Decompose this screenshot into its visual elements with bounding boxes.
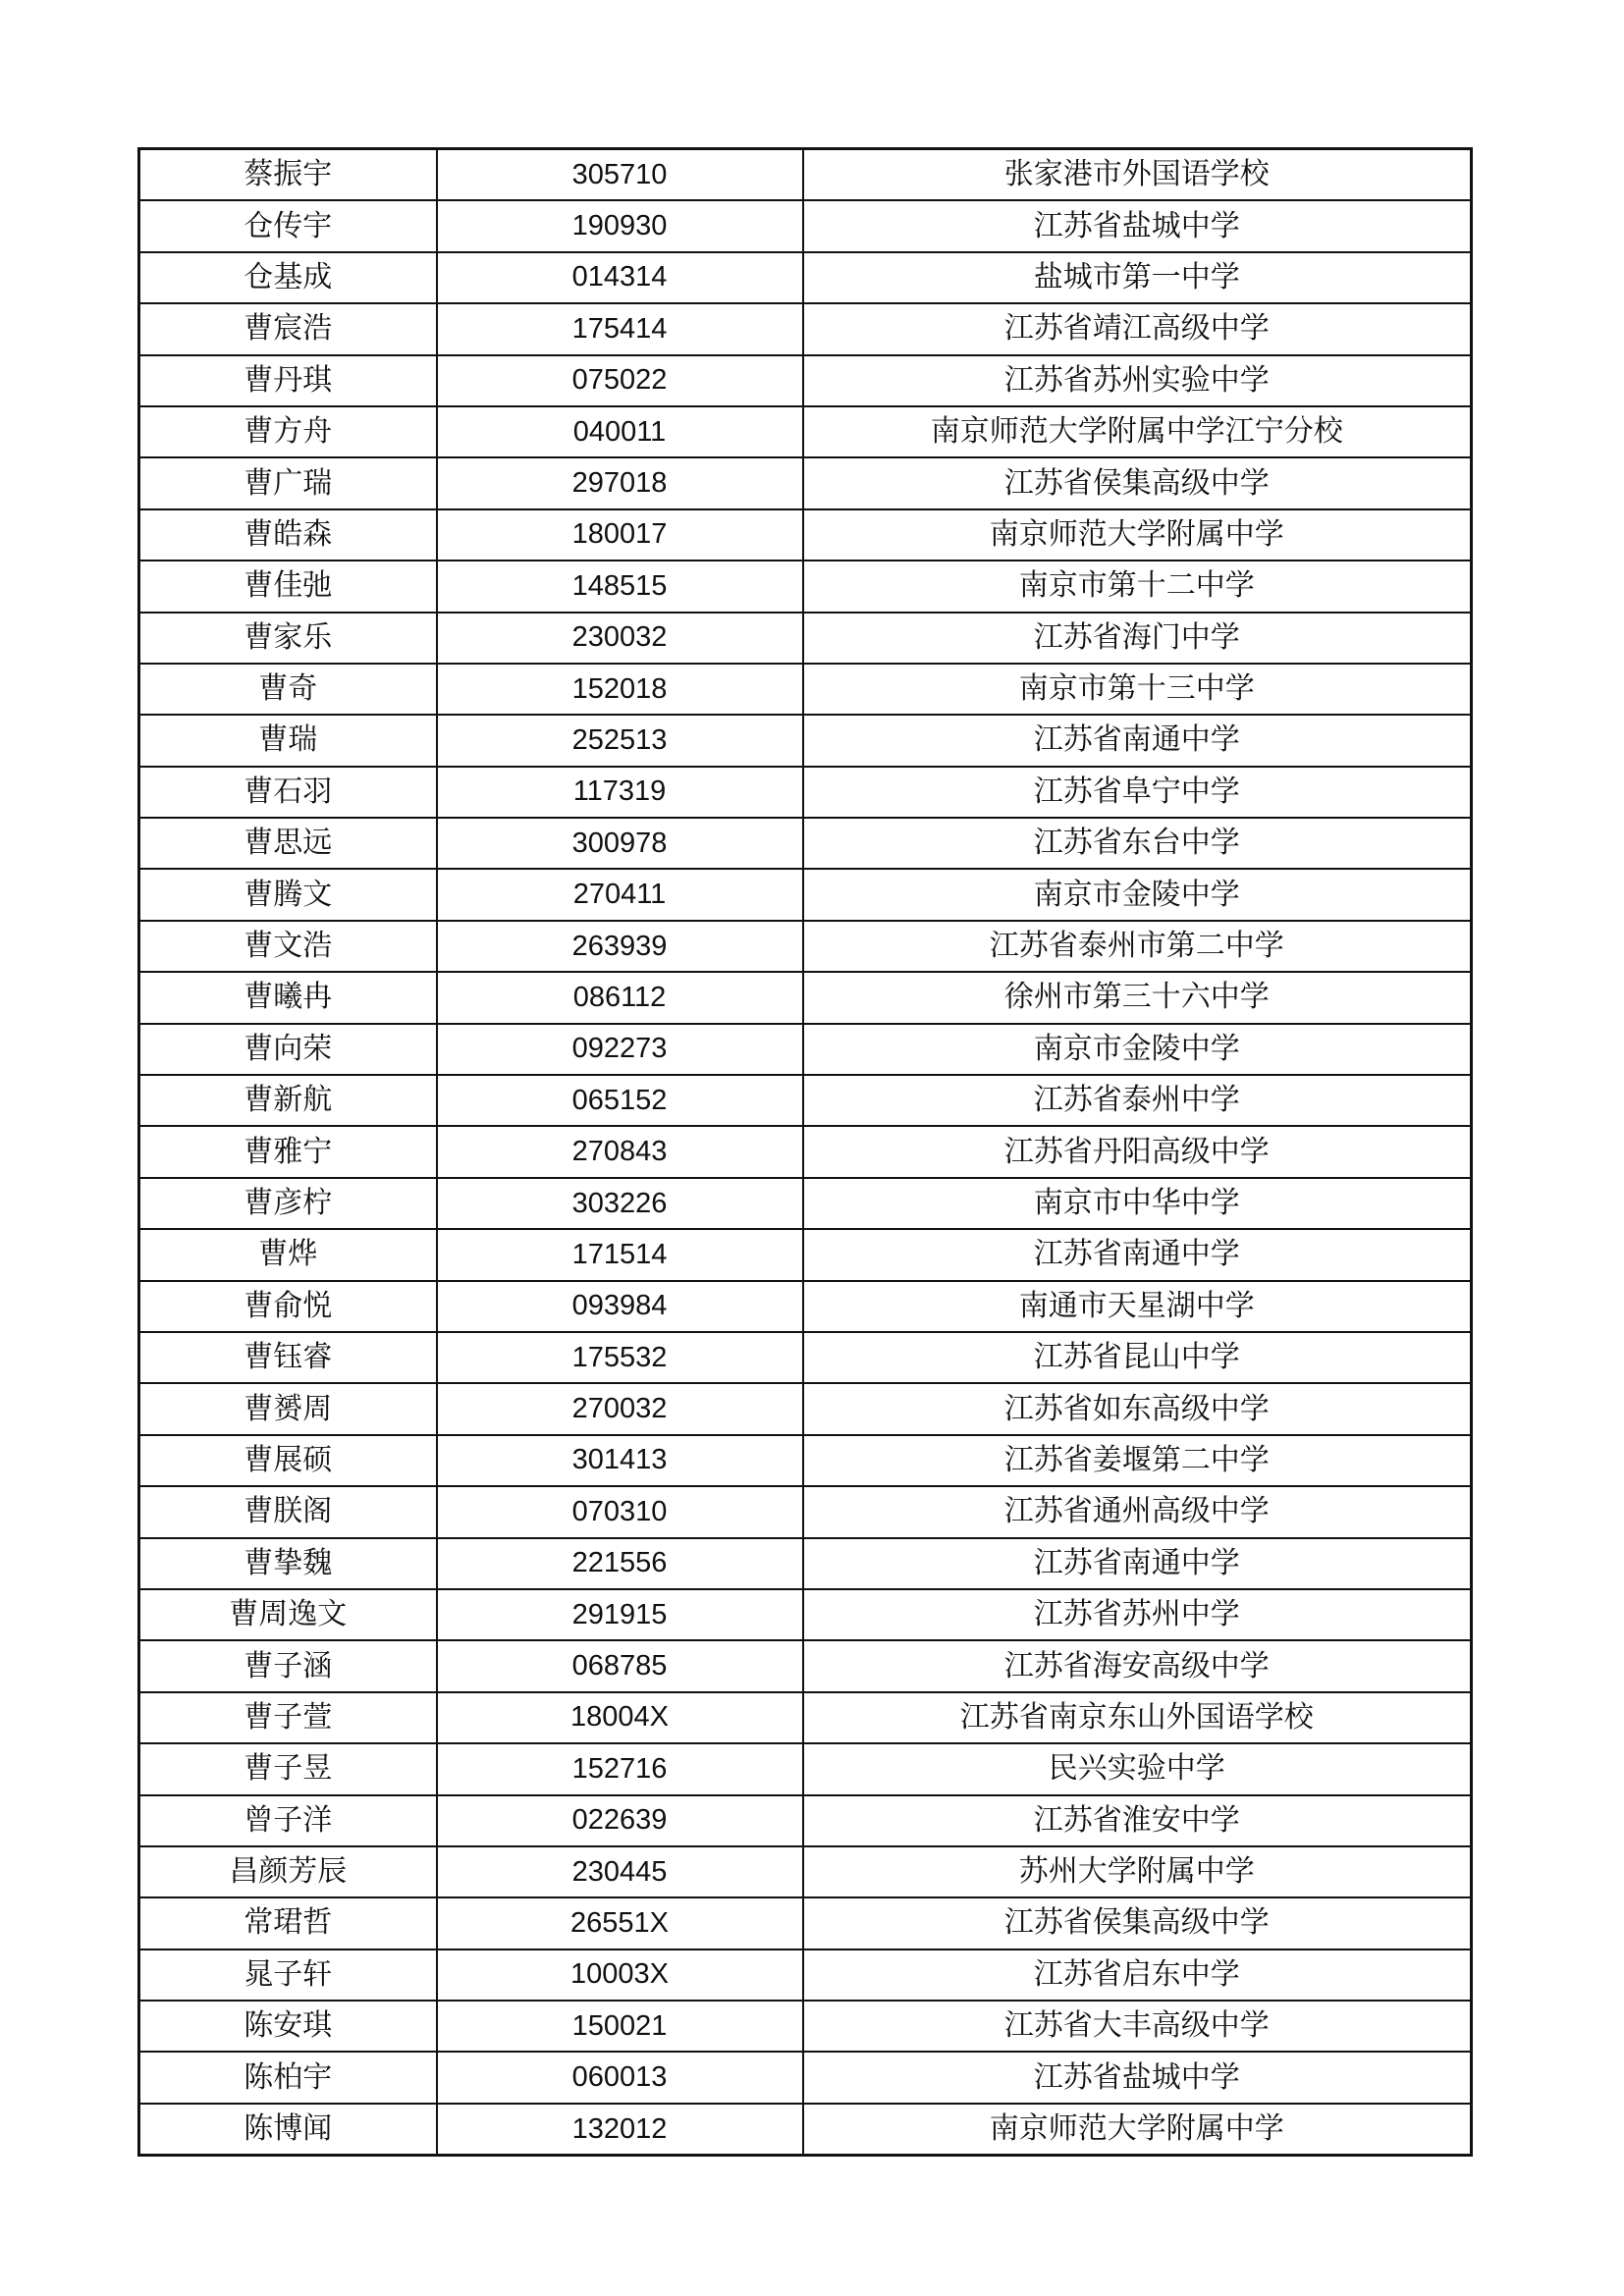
student-name-cell: 曹向荣: [139, 1024, 437, 1075]
student-id-cell: 150021: [437, 2001, 803, 2052]
table-row: [139, 1897, 1472, 1949]
student-id-cell: 175414: [437, 303, 803, 354]
student-name-cell: 曹文浩: [139, 921, 437, 972]
table-row: [139, 406, 1472, 457]
school-name-cell: 江苏省东台中学: [803, 818, 1472, 869]
table-row: [139, 664, 1472, 715]
student-name-cell: 曹子萱: [139, 1692, 437, 1743]
table-row: [139, 2104, 1472, 2156]
school-name-cell: 南京市第十二中学: [803, 561, 1472, 612]
school-name-cell: 徐州市第三十六中学: [803, 972, 1472, 1023]
student-name-cell: 曹挚魏: [139, 1538, 437, 1589]
school-name-cell: 江苏省通州高级中学: [803, 1486, 1472, 1537]
student-name-cell: 晁子轩: [139, 1949, 437, 2001]
school-name-cell: 南京市金陵中学: [803, 1024, 1472, 1075]
table-row: [139, 1949, 1472, 2001]
student-id-cell: 171514: [437, 1229, 803, 1280]
student-name-cell: 仓基成: [139, 252, 437, 303]
student-name-cell: 陈博闻: [139, 2104, 437, 2156]
table-row: [139, 1126, 1472, 1177]
school-name-cell: 江苏省大丰高级中学: [803, 2001, 1472, 2052]
student-name-cell: 陈安琪: [139, 2001, 437, 2052]
student-name-cell: 曹腾文: [139, 869, 437, 920]
table-row: [139, 972, 1472, 1023]
school-name-cell: 江苏省启东中学: [803, 1949, 1472, 2001]
school-name-cell: 江苏省南通中学: [803, 1538, 1472, 1589]
student-id-cell: 252513: [437, 715, 803, 766]
school-name-cell: 江苏省丹阳高级中学: [803, 1126, 1472, 1177]
student-id-cell: 086112: [437, 972, 803, 1023]
school-name-cell: 江苏省靖江高级中学: [803, 303, 1472, 354]
student-name-cell: 曹石羽: [139, 767, 437, 818]
student-id-cell: 148515: [437, 561, 803, 612]
table-row: [139, 509, 1472, 561]
student-name-cell: 曹钰睿: [139, 1332, 437, 1383]
school-name-cell: 江苏省泰州中学: [803, 1075, 1472, 1126]
student-name-cell: 曹家乐: [139, 613, 437, 664]
student-name-cell: 曹奇: [139, 664, 437, 715]
student-id-cell: 070310: [437, 1486, 803, 1537]
student-name-cell: 曹新航: [139, 1075, 437, 1126]
student-name-cell: 曹丹琪: [139, 355, 437, 406]
roster-body: [139, 149, 1472, 2156]
school-name-cell: 江苏省南京东山外国语学校: [803, 1692, 1472, 1743]
student-name-cell: 常珺哲: [139, 1897, 437, 1949]
student-id-cell: 040011: [437, 406, 803, 457]
school-name-cell: 江苏省苏州实验中学: [803, 355, 1472, 406]
student-name-cell: 曹广瑞: [139, 457, 437, 508]
table-row: [139, 1024, 1472, 1075]
student-name-cell: 曹皓森: [139, 509, 437, 561]
student-id-cell: 230032: [437, 613, 803, 664]
table-row: [139, 355, 1472, 406]
table-row: [139, 457, 1472, 508]
student-id-cell: 075022: [437, 355, 803, 406]
school-name-cell: 南京师范大学附属中学: [803, 509, 1472, 561]
student-name-cell: 曹曦冉: [139, 972, 437, 1023]
school-name-cell: 江苏省侯集高级中学: [803, 1897, 1472, 1949]
student-id-cell: 060013: [437, 2052, 803, 2103]
student-id-cell: 022639: [437, 1795, 803, 1846]
school-name-cell: 江苏省侯集高级中学: [803, 457, 1472, 508]
student-id-cell: 065152: [437, 1075, 803, 1126]
school-name-cell: 江苏省南通中学: [803, 715, 1472, 766]
table-row: [139, 2052, 1472, 2103]
student-id-cell: 303226: [437, 1178, 803, 1229]
table-row: [139, 818, 1472, 869]
student-id-cell: 175532: [437, 1332, 803, 1383]
school-name-cell: 张家港市外国语学校: [803, 149, 1472, 201]
student-id-cell: 230445: [437, 1846, 803, 1897]
student-id-cell: 132012: [437, 2104, 803, 2156]
school-name-cell: 江苏省阜宁中学: [803, 767, 1472, 818]
table-row: [139, 921, 1472, 972]
table-row: [139, 200, 1472, 251]
student-name-cell: 昌颜芳辰: [139, 1846, 437, 1897]
table-row: [139, 1846, 1472, 1897]
student-name-cell: 曹赟周: [139, 1383, 437, 1434]
student-id-cell: 305710: [437, 149, 803, 201]
table-row: [139, 303, 1472, 354]
student-name-cell: 曹展硕: [139, 1435, 437, 1486]
student-id-cell: 221556: [437, 1538, 803, 1589]
school-name-cell: 江苏省如东高级中学: [803, 1383, 1472, 1434]
student-id-cell: 014314: [437, 252, 803, 303]
school-name-cell: 苏州大学附属中学: [803, 1846, 1472, 1897]
student-id-cell: 301413: [437, 1435, 803, 1486]
school-name-cell: 民兴实验中学: [803, 1743, 1472, 1794]
table-row: [139, 1075, 1472, 1126]
student-name-cell: 曹俞悦: [139, 1281, 437, 1332]
student-id-cell: 300978: [437, 818, 803, 869]
table-row: [139, 715, 1472, 766]
student-id-cell: 26551X: [437, 1897, 803, 1949]
table-row: [139, 1383, 1472, 1434]
table-row: [139, 1589, 1472, 1640]
school-name-cell: 南京师范大学附属中学: [803, 2104, 1472, 2156]
school-name-cell: 江苏省海门中学: [803, 613, 1472, 664]
student-roster-table: [137, 147, 1473, 2157]
student-name-cell: 曹雅宁: [139, 1126, 437, 1177]
school-name-cell: 南京市金陵中学: [803, 869, 1472, 920]
school-name-cell: 南通市天星湖中学: [803, 1281, 1472, 1332]
table-row: [139, 1538, 1472, 1589]
student-id-cell: 092273: [437, 1024, 803, 1075]
school-name-cell: 江苏省南通中学: [803, 1229, 1472, 1280]
student-name-cell: 曾子洋: [139, 1795, 437, 1846]
table-row: [139, 252, 1472, 303]
school-name-cell: 江苏省苏州中学: [803, 1589, 1472, 1640]
student-name-cell: 曹彦柠: [139, 1178, 437, 1229]
student-name-cell: 曹烨: [139, 1229, 437, 1280]
table-row: [139, 1640, 1472, 1691]
table-row: [139, 869, 1472, 920]
student-name-cell: 蔡振宇: [139, 149, 437, 201]
table-row: [139, 1281, 1472, 1332]
student-name-cell: 曹瑞: [139, 715, 437, 766]
student-id-cell: 270032: [437, 1383, 803, 1434]
student-id-cell: 10003X: [437, 1949, 803, 2001]
student-name-cell: 曹思远: [139, 818, 437, 869]
school-name-cell: 南京师范大学附属中学江宁分校: [803, 406, 1472, 457]
school-name-cell: 江苏省盐城中学: [803, 200, 1472, 251]
student-id-cell: 263939: [437, 921, 803, 972]
student-id-cell: 117319: [437, 767, 803, 818]
table-row: [139, 613, 1472, 664]
student-name-cell: 仓传宇: [139, 200, 437, 251]
table-row: [139, 1332, 1472, 1383]
student-name-cell: 曹宸浩: [139, 303, 437, 354]
student-id-cell: 190930: [437, 200, 803, 251]
table-row: [139, 1795, 1472, 1846]
student-id-cell: 093984: [437, 1281, 803, 1332]
table-row: [139, 767, 1472, 818]
student-name-cell: 曹周逸文: [139, 1589, 437, 1640]
school-name-cell: 盐城市第一中学: [803, 252, 1472, 303]
student-name-cell: 曹方舟: [139, 406, 437, 457]
table-row: [139, 1486, 1472, 1537]
table-row: [139, 2001, 1472, 2052]
student-id-cell: 068785: [437, 1640, 803, 1691]
table-row: [139, 1229, 1472, 1280]
table-row: [139, 1692, 1472, 1743]
table-row: [139, 1178, 1472, 1229]
table-row: [139, 149, 1472, 201]
school-name-cell: 江苏省泰州市第二中学: [803, 921, 1472, 972]
school-name-cell: 江苏省姜堰第二中学: [803, 1435, 1472, 1486]
school-name-cell: 江苏省淮安中学: [803, 1795, 1472, 1846]
student-name-cell: 曹佳弛: [139, 561, 437, 612]
student-id-cell: 270843: [437, 1126, 803, 1177]
table-row: [139, 1435, 1472, 1486]
school-name-cell: 南京市中华中学: [803, 1178, 1472, 1229]
student-id-cell: 291915: [437, 1589, 803, 1640]
school-name-cell: 江苏省海安高级中学: [803, 1640, 1472, 1691]
table-row: [139, 1743, 1472, 1794]
school-name-cell: 江苏省盐城中学: [803, 2052, 1472, 2103]
student-name-cell: 曹子昱: [139, 1743, 437, 1794]
student-name-cell: 曹朕阁: [139, 1486, 437, 1537]
student-id-cell: 152018: [437, 664, 803, 715]
student-name-cell: 陈柏宇: [139, 2052, 437, 2103]
student-id-cell: 152716: [437, 1743, 803, 1794]
school-name-cell: 江苏省昆山中学: [803, 1332, 1472, 1383]
student-id-cell: 18004X: [437, 1692, 803, 1743]
student-id-cell: 297018: [437, 457, 803, 508]
student-id-cell: 270411: [437, 869, 803, 920]
student-id-cell: 180017: [437, 509, 803, 561]
table-row: [139, 561, 1472, 612]
student-name-cell: 曹子涵: [139, 1640, 437, 1691]
school-name-cell: 南京市第十三中学: [803, 664, 1472, 715]
